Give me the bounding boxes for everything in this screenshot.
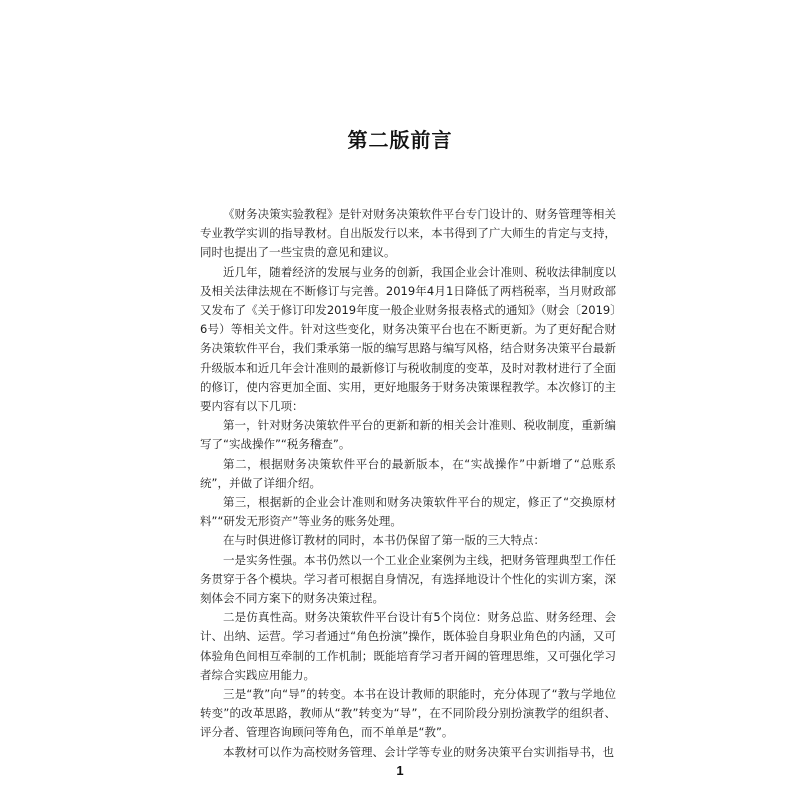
paragraph-intro: 《财务决策实验教程》是针对财务决策软件平台专门设计的、财务管理等相关专业教学实训的指导教材。自出版发行以来，本书得到了广大师生的肯定与支持，同时也提出了一些宝贵的意见和建议。	[200, 207, 616, 260]
paragraph-revision-3: 第三，根据新的企业会计准则和财务决策软件平台的规定，修正了“交换原材料”“研发无形资产”等业务的账务处理。	[200, 495, 616, 529]
paragraph-feature-2: 二是仿真性高。财务决策软件平台设计有5个岗位：财务总监、财务经理、会计、出纳、运营。学习者通过“角色扮演”操作，既体验自身职业角色的内涵，又可体验角色间相互牵制的工作机制；既能培育学习者开阔的管理思维，又可强化学习者综合实践应用能力。	[200, 610, 616, 682]
paragraph-usage: 本教材可以作为高校财务管理、会计学等专业的财务决策平台实训指导书，也	[223, 744, 614, 759]
paragraph-background: 近几年，随着经济的发展与业务的创新，我国企业会计准则、税收法律制度以及相关法律法规在不断修订与完善。2019年4月1日降低了两档税率，当月财政部又发布了《关于修订印发2019年度一般企业财务报表格式的通知》（财会〔2019〕6号）等相关文件。针对这些变化，财务决策平台也在不断更新。为了更好配合财务决策软件平台，我们秉承第一版的编写思路与编写风格，结合财务决策平台最新升级版本和近几年会计准则的最新修订与税收制度的变革，及时对教材进行了全面的修订，使内容更加全面、实用，更好地服务于财务决策课程教学。本次修订的主要内容有以下几项：	[200, 264, 616, 414]
paragraph-features-intro: 在与时俱进修订教材的同时，本书仍保留了第一版的三大特点：	[223, 533, 545, 548]
paragraph-revision-1: 第一，针对财务决策软件平台的更新和新的相关会计准则、税收制度，重新编写了“实战操作”“税务稽查”。	[200, 418, 616, 452]
paragraph-revision-2: 第二，根据财务决策软件平台的最新版本，在“实战操作”中新增了“总账系统”，并做了详细介绍。	[200, 456, 616, 490]
paragraph-feature-1: 一是实务性强。本书仍然以一个工业企业案例为主线，把财务管理典型工作任务贯穿于各个模块。学习者可根据自身情况，有选择地设计个性化的实训方案，深刻体会不同方案下的财务决策过程。	[200, 552, 616, 606]
paragraph-feature-3: 三是“教”向“导”的转变。本书在设计教师的职能时，充分体现了“教与学地位转变”的改革思路，教师从“教”转变为“导”，在不同阶段分别扮演教学的组织者、评分者、管理咨询顾问等角色，而不单单是“教”。	[200, 687, 616, 740]
page-number: 1	[396, 763, 404, 778]
page-title: 第二版前言	[347, 128, 453, 152]
body-text	[200, 205, 616, 762]
